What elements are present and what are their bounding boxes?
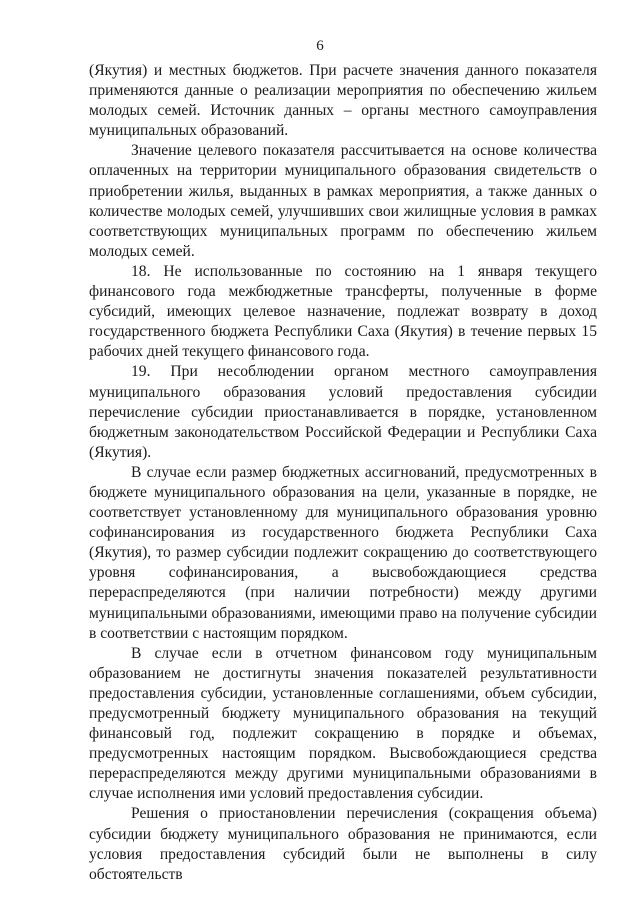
- paragraph-suspension-decisions: Решения о приостановлении перечисления (сокращения объема) субсидии бюджету муниципального образования не принимаются, если условия предоставления субсидий были не выполнены в силу обстоятельств: [89, 805, 597, 883]
- page-number: 6: [316, 38, 324, 54]
- body-text: [89, 61, 597, 885]
- paragraph-performance-indicators: В случае если в отчетном финансовом году муниципальным образованием не достигнуты значения показателей результативности предоставления субсидии, установленные соглашениями, объем субсидии, предусмотренный бюджету муниципального образования на текущий финансовый год, подлежит сокращению в порядке и объемах, предусмотренных настоящим порядком. Высвобождающиеся средства перераспределяются между другими муниципальными образованиями в случае исполнения ими условий предоставления субсидии.: [89, 644, 597, 803]
- paragraph-target-indicator: Значение целевого показателя рассчитывается на основе количества оплаченных на территории муниципального образования свидетельств о приобретении жилья, выданных в рамках мероприятия, а также данных о количестве молодых семей, улучшивших свои жилищные условия в рамках соответствующих муниципальных программ по обеспечению жильем молодых семей.: [89, 142, 597, 260]
- paragraph-budget-allocation: В случае если размер бюджетных ассигнований, предусмотренных в бюджете муниципального образования на цели, указанные в порядке, не соответствует установленному для муниципального образования уровню софинансирования из государственного бюджета Республики Саха (Якутия), то размер субсидии подлежит сокращению до соответствующего уровня софинансирования, а высвобождающиеся средства перераспределяются (при наличии потребности) между другими муниципальными образованиями, имеющими право на получение субсидии в соответствии с настоящим порядком.: [89, 463, 597, 642]
- paragraph-continuation: (Якутия) и местных бюджетов. При расчете значения данного показателя применяются данные о реализации мероприятия по обеспечению жильем молодых семей. Источник данных – органы местного самоуправления муниципальных образований.: [89, 62, 597, 140]
- paragraph-clause-19: 19. При несоблюдении органом местного самоуправления муниципального образования условий предоставления субсидии перечисление субсидии приостанавливается в порядке, установленном бюджетным законодательством Российской Федерации и Республики Саха (Якутия).: [89, 363, 597, 461]
- paragraph-clause-18: 18. Не использованные по состоянию на 1 января текущего финансового года межбюджетные трансферты, полученные в форме субсидий, имеющих целевое назначение, подлежат возврату в доход государственного бюджета Республики Саха (Якутия) в течение первых 15 рабочих дней текущего финансового года.: [89, 262, 597, 361]
